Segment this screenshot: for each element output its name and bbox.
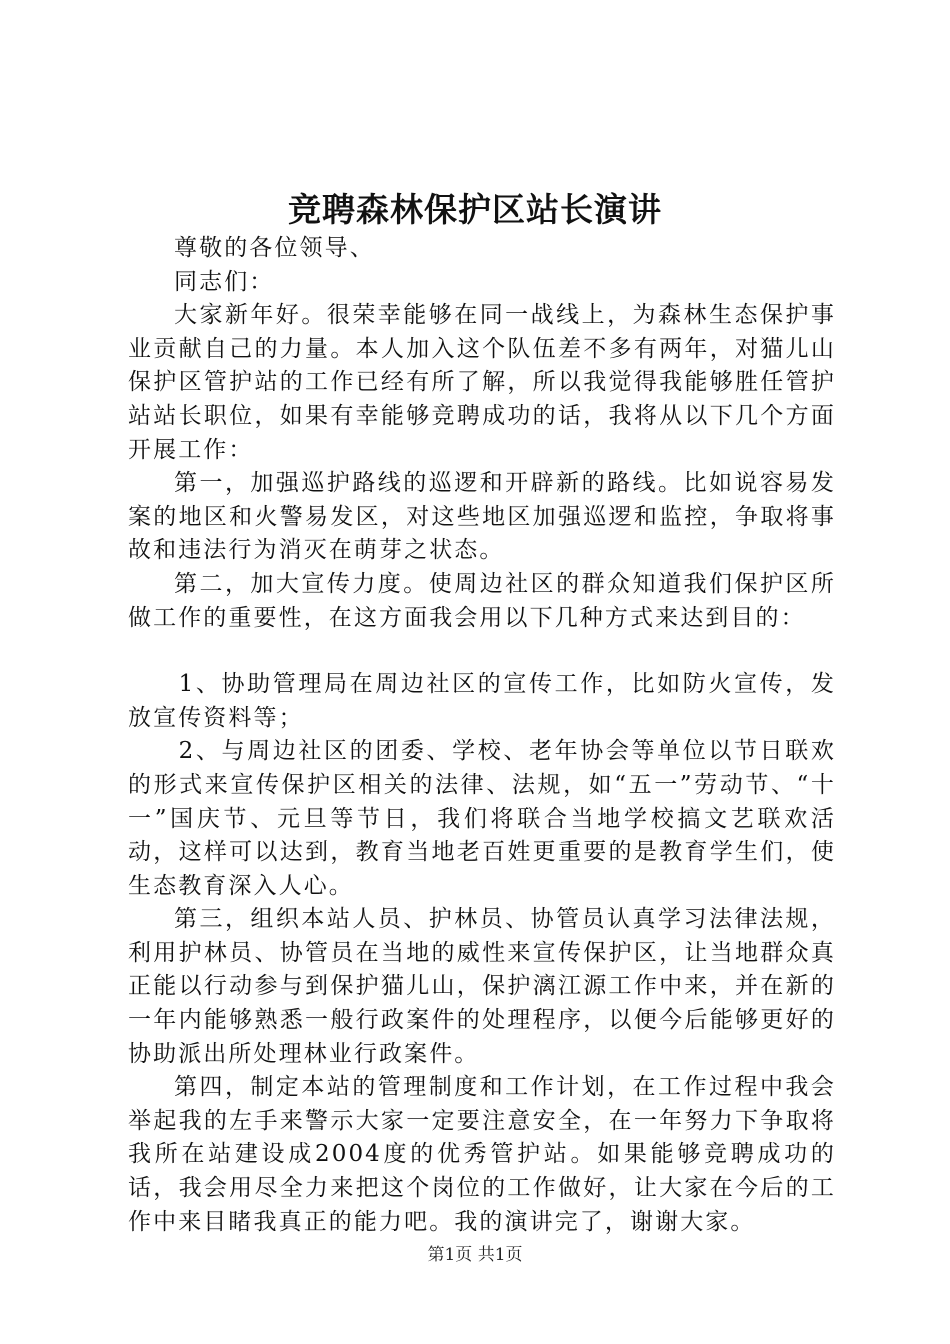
paragraph-first-point: 第一，加强巡护路线的巡逻和开辟新的路线。比如说容易发案的地区和火警易发区，对这些地区加强巡逻和监控，争取将事故和违法行为消灭在萌芽之状态。 bbox=[128, 470, 836, 564]
paragraph-intro: 大家新年好。很荣幸能够在同一战线上，为森林生态保护事业贡献自己的力量。本人加入这个队伍差不多有两年，对猫儿山保护区管护站的工作已经有所了解，所以我觉得我能够胜任管护站站长职位，如果有幸能够竞聘成功的话，我将从以下几个方面开展工作： bbox=[128, 302, 836, 463]
page-number-footer: 第1页 共1页 bbox=[427, 1245, 523, 1265]
list-item-2: 2、与周边社区的团委、学校、老年协会等单位以节日联欢的形式来宣传保护区相关的法律、法规，如“五一”劳动节、“十一”国庆节、元旦等节日，我们将联合当地学校搞文艺联欢活动，这样可以达到，教育当地老百姓更重要的是教育学生们，使生态教育深入人心。 bbox=[128, 738, 836, 899]
list-item-1: 1、协助管理局在周边社区的宣传工作，比如防火宣传，发放宣传资料等； bbox=[128, 671, 836, 731]
document-title: 竞聘森林保护区站长演讲 bbox=[288, 190, 662, 229]
salutation-line-2: 同志们： bbox=[174, 268, 275, 295]
paragraph-fourth-point: 第四，制定本站的管理制度和工作计划，在工作过程中我会举起我的左手来警示大家一定要注意安全，在一年努力下争取将我所在站建设成2004度的优秀管护站。如果能够竞聘成功的话，我会用尽全力来把这个岗位的工作做好，让大家在今后的工作中来目睹我真正的能力吧。我的演讲完了，谢谢大家。 bbox=[128, 1074, 836, 1235]
document-body bbox=[128, 232, 836, 1239]
paragraph-second-point: 第二，加大宣传力度。使周边社区的群众知道我们保护区所做工作的重要性，在这方面我会用以下几种方式来达到目的： bbox=[128, 570, 836, 631]
salutation-line-1: 尊敬的各位领导、 bbox=[174, 235, 375, 261]
paragraph-third-point: 第三，组织本站人员、护林员、协管员认真学习法律法规，利用护林员、协管员在当地的威性来宣传保护区，让当地群众真正能以行动参与到保护猫儿山，保护漓江源工作中来，并在新的一年内能够熟悉一般行政案件的处理程序，以便今后能够更好的协助派出所处理林业行政案件。 bbox=[128, 906, 836, 1067]
